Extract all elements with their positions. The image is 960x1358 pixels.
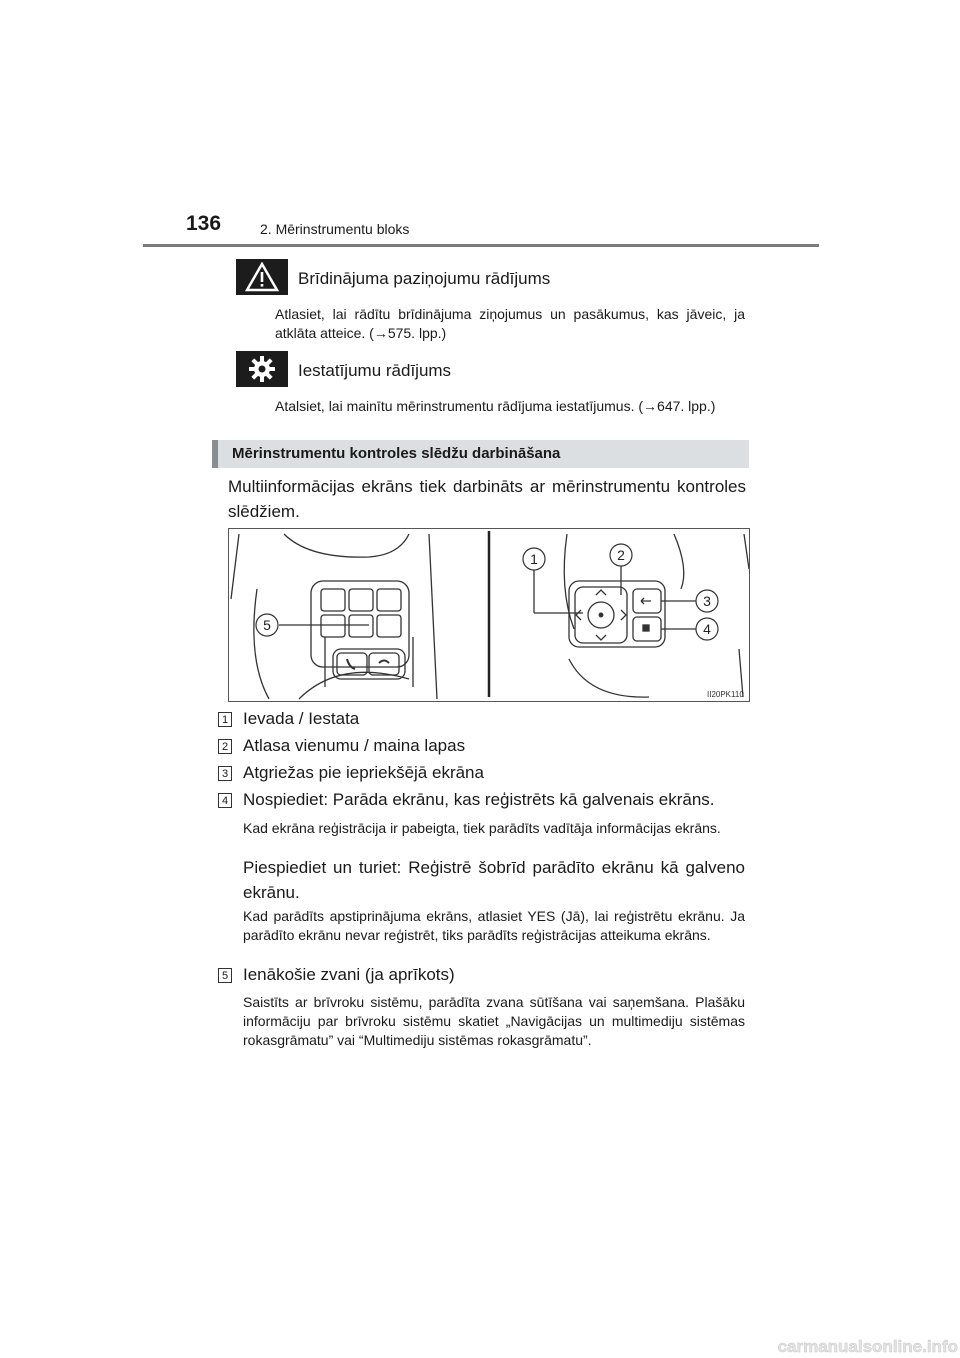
watermark-logo: [760, 1334, 960, 1358]
warning-triangle-icon: [236, 259, 288, 295]
warning-display-text: Atlasiet, lai rādītu brīdinājuma ziņojumus un pasākumus, kas jāveic, ja atklāta atteice. (→575. lpp.): [275, 306, 745, 341]
item-label: Atgriežas pie iepriekšējā ekrāna: [243, 763, 484, 782]
item-label: Ienākošie zvani (ja aprīkots): [243, 965, 455, 984]
section-intro: Multiinformācijas ekrāns tiek darbināts ar mērinstrumentu kontroles slēdžiem.: [228, 477, 746, 521]
steering-switch-illustration: [229, 529, 750, 702]
header-rule: [143, 244, 819, 247]
item-label: Ievada / Iestata: [243, 709, 360, 728]
item4-note-2: Kad parādīts apstiprinājuma ekrāns, atlasiet YES (Jā), lai reģistrētu ekrānu. Ja parādīto ekrānu nevar reģistrēt, tiks parādīts reģistrācijas atteikuma ekrāns.: [243, 908, 745, 943]
list-item: [218, 709, 359, 729]
item4-press-hold: Piespiediet un turiet: Reģistrē šobrīd parādīto ekrānu kā galveno ekrānu.: [243, 858, 745, 902]
warning-display-title: Brīdinājuma paziņojumu rādījums: [298, 269, 551, 288]
list-item: [218, 736, 465, 756]
item-number: 2: [218, 739, 232, 754]
section-heading: [212, 440, 749, 468]
chapter-title: 2. Mērinstrumentu bloks: [260, 221, 410, 237]
item4-note-1: Kad ekrāna reģistrācija ir pabeigta, tiek parādīts vadītāja informācijas ekrāns.: [243, 820, 721, 836]
callout-5: 5: [263, 617, 271, 633]
watermark-text: carmanualsonline.info: [777, 1337, 958, 1356]
item-number: 5: [218, 968, 232, 983]
item-number: 1: [218, 712, 232, 727]
list-item: [218, 763, 484, 783]
settings-display-text: Atalsiet, lai mainītu mērinstrumentu rādījuma iestatījumus. (→647. lpp.): [275, 398, 716, 414]
item-label: Nospiediet: Parāda ekrānu, kas reģistrēts kā galvenais ekrāns.: [243, 790, 715, 809]
callout-4: 4: [703, 621, 711, 637]
item-number: 3: [218, 766, 232, 781]
steering-switch-figure: [228, 528, 750, 702]
item-label: Atlasa vienumu / maina lapas: [243, 736, 466, 755]
gear-icon: [236, 351, 288, 387]
settings-display-title: Iestatījumu rādījums: [298, 361, 452, 380]
figure-code: II20PK110: [707, 690, 744, 699]
callout-1: 1: [530, 551, 538, 567]
callout-3: 3: [703, 593, 711, 609]
section-title: Mērinstrumentu kontroles slēdžu darbināšana: [232, 445, 561, 462]
item5-note: Saistīts ar brīvroku sistēmu, parādīta zvana sūtīšana vai saņemšana. Plašāku informāciju par brīvroku sistēmu skatiet „Navigācijas un multimediju sistēmas rokasgrāmatu” vai “Multimediju sistēmas rokasgrāmatu”.: [243, 994, 745, 1048]
callout-2: 2: [617, 547, 625, 563]
item-number: 4: [218, 793, 232, 808]
list-item: [218, 965, 455, 985]
list-item: [218, 790, 715, 810]
page-number: 136: [186, 212, 222, 235]
